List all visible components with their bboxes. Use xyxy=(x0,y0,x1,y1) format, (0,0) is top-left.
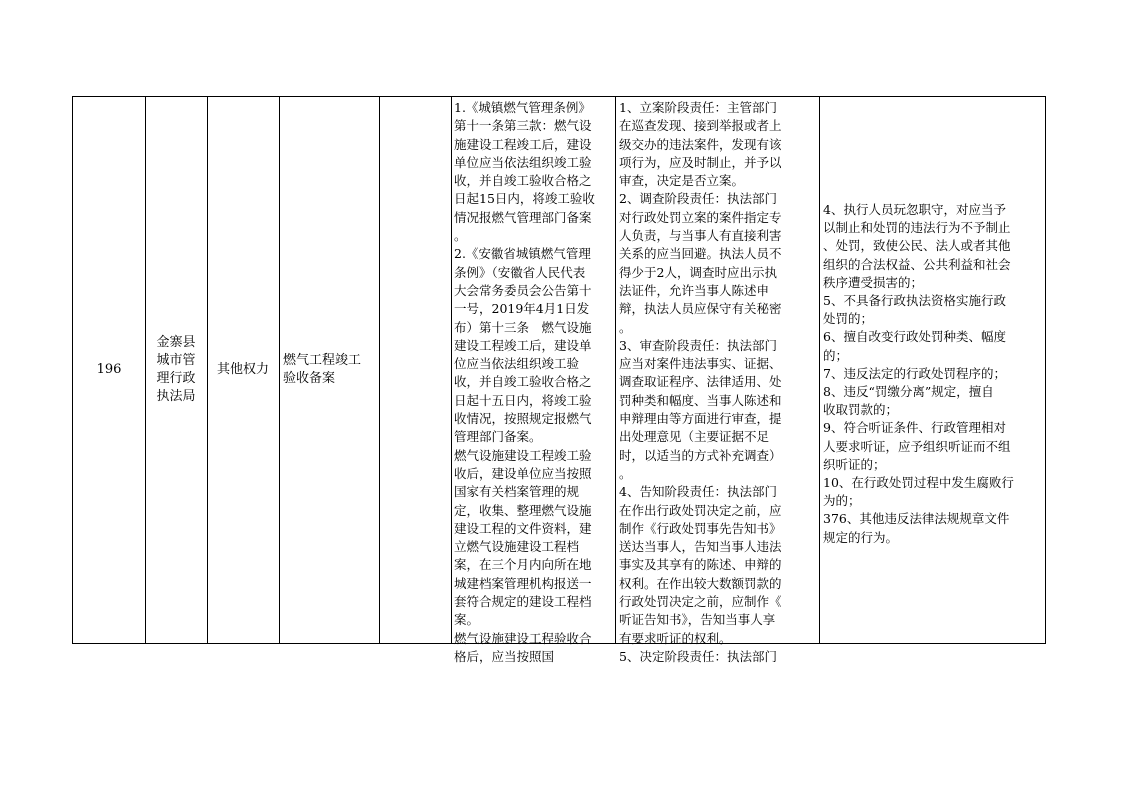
empty-cell xyxy=(379,97,451,643)
liability-text: 4、执行人员玩忽职守，对应当予 以制止和处罚的违法行为不予制止 、处罚，致使公民、法人或者其他 组织的合法权益、公共利益和社会 秩序遭受损害的； 5、不具备行政执法资格实施行政 处罚的； 6、擅自改变行政处罚种类、幅度 的； 7、违反法定的行政处罚程序的； 8、违反“罚缴分离”规定，擅自 收取罚款的； 9、符合听证条件、行政管理相对 人要求听证，应予组织听证而不组 织听证的； 10、在行政处罚过程中发生腐败行 为的； 376、其他违反法律法规规章文件 规定的行为。 xyxy=(823,202,1014,545)
row-number-cell xyxy=(73,97,145,643)
power-type: 其他权力 xyxy=(216,362,269,377)
item-name: 燃气工程竣工 验收备案 xyxy=(283,353,362,386)
legal-basis-cell xyxy=(452,97,615,664)
catalog-table xyxy=(72,96,1046,664)
responsibility-cell xyxy=(616,97,819,664)
liability-cell xyxy=(820,97,1046,643)
power-type-cell xyxy=(207,97,279,643)
department-name: 金寨县 城市管 理行政 执法局 xyxy=(156,335,196,404)
legal-basis-text: 1.《城镇燃气管理条例》 第十一条第三款：燃气设 施建设工程竣工后，建设 单位应当依法组织竣工验 收，并自竣工验收合格之 日起15日内，将竣工验收 情况报燃气管理部门备案 。 2.《安徽省城镇燃气管理 条例》（安徽省人民代表 大会常务委员会公告第十 一号，2019年4月1日发 布）第十三条 燃气设施 建设工程竣工后，建设单 位应当依法组织竣工验 收，并自竣工验收合格之 日起十五日内，将竣工验 收情况，按照规定报燃气 管理部门备案。 燃气设施建设工程竣工验 收后，建设单位应当按照 国家有关档案管理的规 定，收集、整理燃气设施 建设工程的文件资料，建 立燃气设施建设工程档 案，在三个月内向所在地 城建档案管理机构报送一 套符合规定的建设工程档 案。 燃气设施建设工程验收合 格后，应当按照国 xyxy=(454,100,595,664)
row-number: 196 xyxy=(96,362,122,377)
item-name-cell xyxy=(279,97,379,643)
department-cell xyxy=(145,97,207,643)
responsibility-text: 1、立案阶段责任：主管部门 在巡查发现、接到举报或者上 级交办的违法案件，发现有该 项行为，应及时制止，并予以 审查，决定是否立案。 2、调查阶段责任：执法部门 对行政处罚立案的案件指定专 人负责，与当事人有直接利害 关系的应当回避。执法人员不 得少于2人，调查时应出示执 法证件，允许当事人陈述申 辩，执法人员应保守有关秘密 。 3、审查阶段责任：执法部门 应当对案件违法事实、证据、 调查取证程序、法律适用、处 罚种类和幅度、当事人陈述和 申辩理由等方面进行审查，提 出处理意见（主要证据不足 时，以适当的方式补充调查） 。 4、告知阶段责任：执法部门 在作出行政处罚决定之前，应 制作《行政处罚事先告知书》 送达当事人，告知当事人违法 事实及其享有的陈述、申辩的 权利。在作出较大数额罚款的 行政处罚决定之前，应制作《 听证告知书》，告知当事人享 有要求听证的权利。 5、决定阶段责任：执法部门 xyxy=(619,100,782,664)
